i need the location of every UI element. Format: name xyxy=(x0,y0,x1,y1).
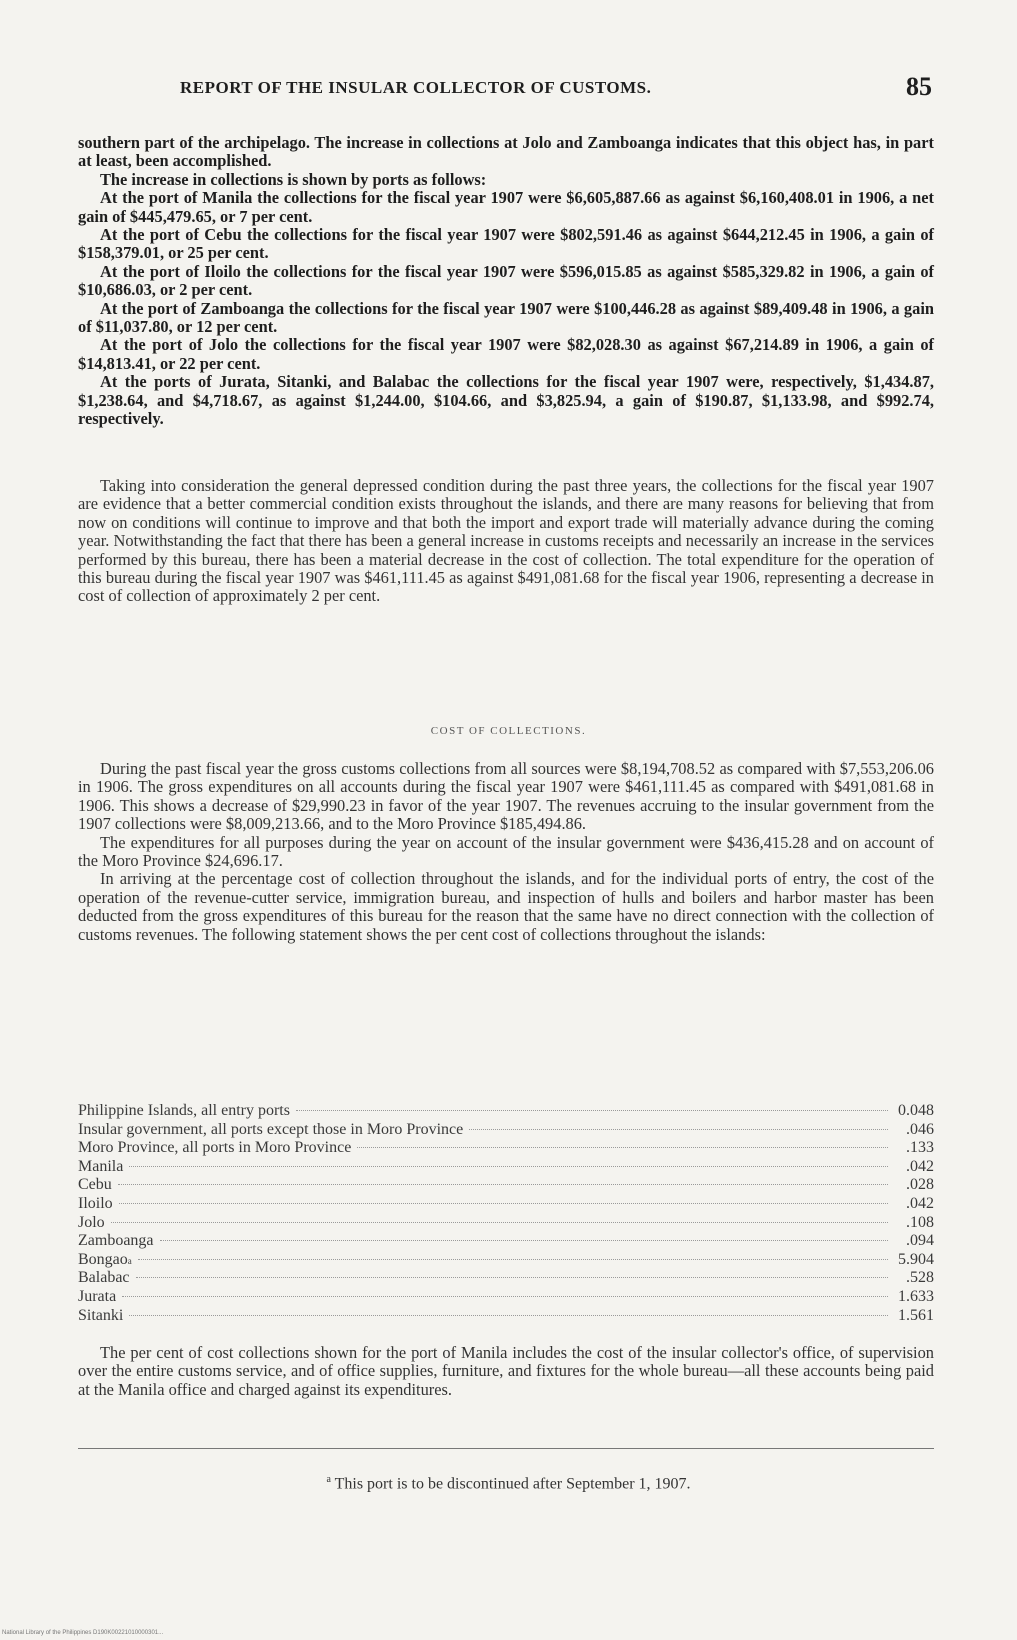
section-heading: COST OF COLLECTIONS. xyxy=(430,725,587,737)
footnote-divider xyxy=(78,1448,934,1449)
table-row xyxy=(78,1139,934,1158)
page-header xyxy=(180,72,932,112)
table-row xyxy=(78,1232,934,1251)
paragraph: The increase in collections is shown by ports as follows: xyxy=(100,169,487,189)
table-row xyxy=(78,1288,934,1307)
footnote xyxy=(0,1474,1017,1493)
row-value: .042 xyxy=(906,1194,934,1212)
conditions-paragraph-block xyxy=(78,477,934,606)
row-label: Philippine Islands, all entry ports xyxy=(78,1102,290,1119)
cost-paragraphs xyxy=(78,760,934,944)
row-label: Zamboanga xyxy=(78,1232,154,1250)
row-label: Insular government, all ports except those in Moro Province xyxy=(78,1120,464,1138)
dot-leader xyxy=(160,1240,888,1241)
table-row xyxy=(78,1176,934,1195)
row-value: 5.904 xyxy=(898,1250,934,1268)
dot-leader xyxy=(296,1110,888,1111)
table-row xyxy=(78,1269,934,1288)
row-value: .133 xyxy=(906,1139,934,1157)
paragraph: During the past fiscal year the gross customs collections from all sources were $8,194,708.52 as compared with $7,553,206.06 in 1906. The gross expenditures on all accounts during the fiscal year 1907 were $461,111.45 as compared with $491,081.68 in 1906. This shows a decrease of $29,990.23 in favor of the year 1907. The revenues accruing to the insular government from the 1907 collections were $8,009,213.66, and to the Moro Province $185,494.86. xyxy=(78,759,934,834)
table-row xyxy=(78,1251,934,1270)
dot-leader xyxy=(118,1184,888,1185)
row-label: Moro Province, all ports in Moro Province xyxy=(78,1139,352,1157)
dot-leader xyxy=(119,1203,888,1204)
row-value: .028 xyxy=(906,1176,934,1194)
paragraph: The per cent of cost collections shown for the port of Manila includes the cost of the insular collector's office, of supervision over the entire customs service, and of office supplies, furniture, and fixtures for the whole bureau—all these accounts being paid at the Manila office and charged against its expenditures. xyxy=(78,1343,934,1399)
table-row xyxy=(78,1214,934,1233)
paragraph: Taking into consideration the general depressed condition during the past three years, the collections for the fiscal year 1907 are evidence that a better commercial condition exists throughout the islands, and there are many reasons for believing that from now on conditions will continue to improve and that both the import and export trade will materially advance during the coming year. Notwithstanding the fact that there has been a general increase in customs receipts and necessarily an increase in the services performed by this bureau, there has been a material decrease in the cost of collection. The total expenditure for the operation of this bureau during the fiscal year 1907 was $461,111.45 as against $491,081.68 for the fiscal year 1906, representing a decrease in cost of collection of approximately 2 per cent. xyxy=(78,476,934,606)
manila-note-paragraph xyxy=(78,1344,934,1399)
paragraph: southern part of the archipelago. The increase in collections at Jolo and Zamboanga indicates that this object has, in part at least, been accomplished. xyxy=(78,133,934,171)
row-value: 1.633 xyxy=(898,1287,934,1305)
dot-leader xyxy=(469,1129,888,1130)
row-value: 0.048 xyxy=(898,1102,934,1119)
table-row xyxy=(78,1121,934,1140)
dot-leader xyxy=(122,1296,888,1297)
cost-of-collection-table xyxy=(78,1102,934,1325)
row-value: .042 xyxy=(906,1157,934,1175)
footnote-mark: a xyxy=(326,1474,331,1485)
dot-leader xyxy=(129,1166,888,1167)
row-value: 1.561 xyxy=(898,1306,934,1324)
paragraph: At the port of Zamboanga the collections for the fiscal year 1907 were $100,446.28 as against $89,409.48 in 1906, a gain of $11,037.80, or 12 per cent. xyxy=(78,298,934,337)
intro-paragraphs xyxy=(78,134,934,429)
table-row xyxy=(78,1158,934,1177)
row-label: Balabac xyxy=(78,1269,130,1287)
paragraph: In arriving at the percentage cost of collection throughout the islands, and for the individual ports of entry, the cost of the operation of the revenue-cutter service, immigration bureau, and inspection of hulls and boilers and harbor master has been deducted from the gross expenditures of this bureau for the reason that the same have no direct connection with the collection of customs revenues. The following statement shows the per cent cost of collections throughout the islands: xyxy=(78,869,934,944)
row-label: Sitanki xyxy=(78,1306,124,1324)
row-value: .528 xyxy=(906,1269,934,1287)
footnote-text: This port is to be discontinued after September 1, 1907. xyxy=(334,1475,691,1493)
row-value: .094 xyxy=(906,1232,934,1250)
dot-leader xyxy=(136,1277,888,1278)
row-value: .046 xyxy=(906,1120,934,1138)
table-row xyxy=(78,1102,934,1121)
paragraph: At the port of Cebu the collections for the fiscal year 1907 were $802,591.46 as against $644,212.45 in 1906, a gain of $158,379.01, or 25 per cent. xyxy=(78,225,934,263)
running-head: REPORT OF THE INSULAR COLLECTOR OF CUSTOMS. xyxy=(180,78,652,97)
row-label: Jurata xyxy=(78,1287,117,1305)
paragraph: At the ports of Jurata, Sitanki, and Balabac the collections for the fiscal year 1907 were, respectively, $1,434.87, $1,238.64, and $4,718.67, as against $1,244.00, $104.66, and $3,825.94, a gain of $190.87, $1,133.98, and $992.74, respectively. xyxy=(78,372,934,429)
row-label: Iloilo xyxy=(78,1194,113,1212)
paragraph: At the port of Manila the collections for the fiscal year 1907 were $6,605,887.66 as against $6,160,408.01 in 1906, a net gain of $445,479.65, or 7 per cent. xyxy=(78,188,934,226)
dot-leader xyxy=(129,1315,888,1316)
row-label: Jolo xyxy=(78,1213,105,1231)
row-label: Cebu xyxy=(78,1176,112,1194)
dot-leader xyxy=(357,1147,888,1148)
row-label: Manila xyxy=(78,1157,124,1175)
footnote-mark: a xyxy=(127,1255,132,1266)
scan-credit: National Library of the Philippines D190K00221010000301... xyxy=(2,1630,164,1636)
table-row xyxy=(78,1195,934,1214)
paragraph: At the port of Jolo the collections for the fiscal year 1907 were $82,028.30 as against $67,214.89 in 1906, a gain of $14,813.41, or 22 per cent. xyxy=(78,335,934,373)
paragraph: The expenditures for all purposes during the year on account of the insular government were $436,415.28 and on account of the Moro Province $24,696.17. xyxy=(78,832,934,871)
page-number: 85 xyxy=(906,72,932,101)
dot-leader xyxy=(111,1222,888,1223)
paragraph: At the port of Iloilo the collections for the fiscal year 1907 were $596,015.85 as against $585,329.82 in 1906, a gain of $10,686.03, or 2 per cent. xyxy=(78,261,934,300)
row-label: Bongao xyxy=(78,1250,128,1268)
row-value: .108 xyxy=(906,1213,934,1231)
dot-leader xyxy=(138,1259,888,1260)
table-row xyxy=(78,1307,934,1326)
